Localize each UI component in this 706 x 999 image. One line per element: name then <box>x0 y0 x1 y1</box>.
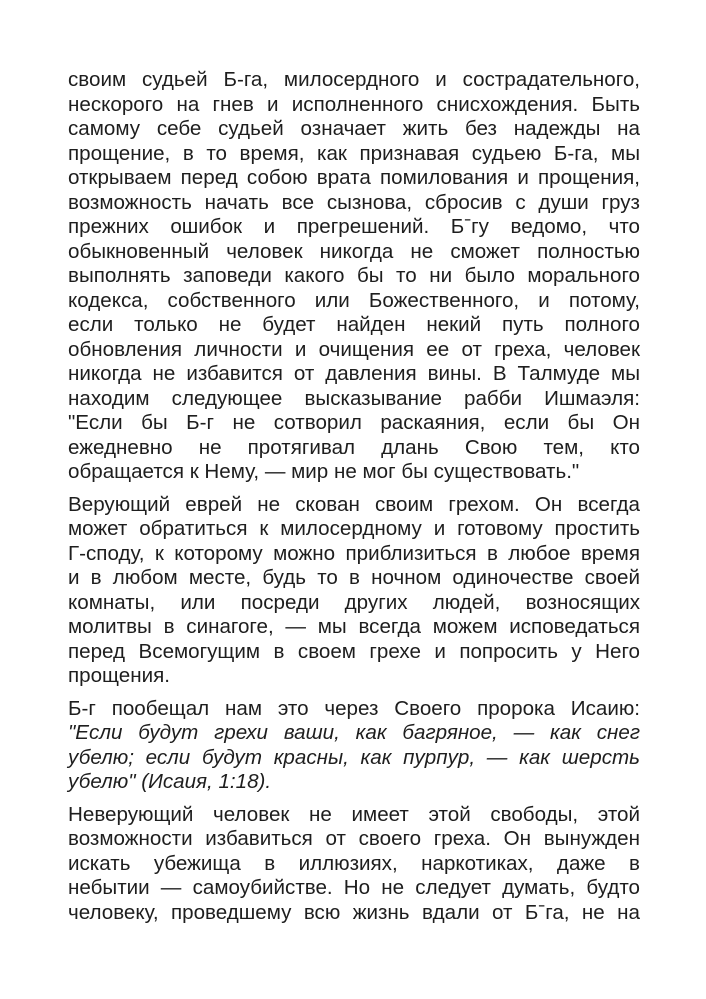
text-line: искать убежища в иллюзиях, наркотиках, даже в <box>68 851 640 875</box>
scripture-quote-line: "Если будут грехи ваши, как багряное, — как снег <box>68 721 640 744</box>
paragraph-3 <box>68 697 640 795</box>
text-line: если только не будет найден некий путь полного <box>68 313 640 336</box>
text-line: самому себе судьей означает жить без надежды на <box>68 117 640 140</box>
text-line: Г-споду, к которому можно приблизиться в любое время <box>68 541 640 565</box>
text-line: обыкновенный человек никогда не сможет полностью <box>68 239 640 263</box>
text-line: прежних ошибок и прегрешений. Бˉгу ведомо, что <box>68 215 640 238</box>
text-line: кодекса, собственного или Божественного, и потому, <box>68 288 640 312</box>
paragraph-1 <box>68 68 640 485</box>
text-line: нескорого на гнев и исполненного снисхождения. Быть <box>68 92 640 116</box>
text-line: Б-г пообещал нам это через Своего пророка Исаию: <box>68 696 640 720</box>
text-line: небытии — самоубийстве. Но не следует думать, будто <box>68 876 640 899</box>
document-page <box>68 68 640 933</box>
scripture-citation-line: убелю" (Исаия, 1:18). <box>68 770 272 793</box>
text-line: открываем перед собою врата помилования и прощения, <box>68 166 640 189</box>
text-line: перед Всемогущим в своем грехе и попросить у Него <box>68 639 640 663</box>
text-line: своим судьей Б-га, милосердного и сострадательного, <box>68 68 640 91</box>
text-line: молитвы в синагоге, — мы всегда можем исповедаться <box>68 615 640 638</box>
text-line: ежедневно не протягивал длань Свою тем, кто <box>68 435 640 459</box>
text-line: обращается к Нему, — мир не мог бы существовать." <box>68 460 580 483</box>
text-line: прощение, в то время, как признавая судьею Б-га, мы <box>68 141 640 165</box>
paragraph-2 <box>68 493 640 689</box>
text-line: может обратиться к милосердному и готовому простить <box>68 517 640 540</box>
text-line: прощения. <box>68 664 170 687</box>
text-line: человеку, проведшему всю жизнь вдали от Бˉга, не на <box>68 900 640 924</box>
paragraph-4 <box>68 803 640 926</box>
text-line: выполнять заповеди какого бы то ни было морального <box>68 264 640 287</box>
text-line: и в любом месте, будь то в ночном одиночестве своей <box>68 566 640 589</box>
text-line: "Если бы Б-г не сотворил раскаяния, если бы Он <box>68 411 640 434</box>
text-line: возможность начать все сызнова, сбросив с души груз <box>68 190 640 214</box>
text-line: возможности избавиться от своего греха. Он вынужден <box>68 827 640 850</box>
text-line: Верующий еврей не скован своим грехом. Он всегда <box>68 492 640 516</box>
text-line: комнаты, или посреди других людей, возносящих <box>68 590 640 614</box>
text-line: никогда не избавится от давления вины. В Талмуде мы <box>68 362 640 385</box>
text-line: Неверующий человек не имеет этой свободы, этой <box>68 802 640 826</box>
scripture-quote-line: убелю; если будут красны, как пурпур, — как шерсть <box>68 745 640 769</box>
text-line: обновления личности и очищения ее от греха, человек <box>68 337 640 361</box>
text-line: находим следующее высказывание рабби Ишмаэля: <box>68 386 640 410</box>
